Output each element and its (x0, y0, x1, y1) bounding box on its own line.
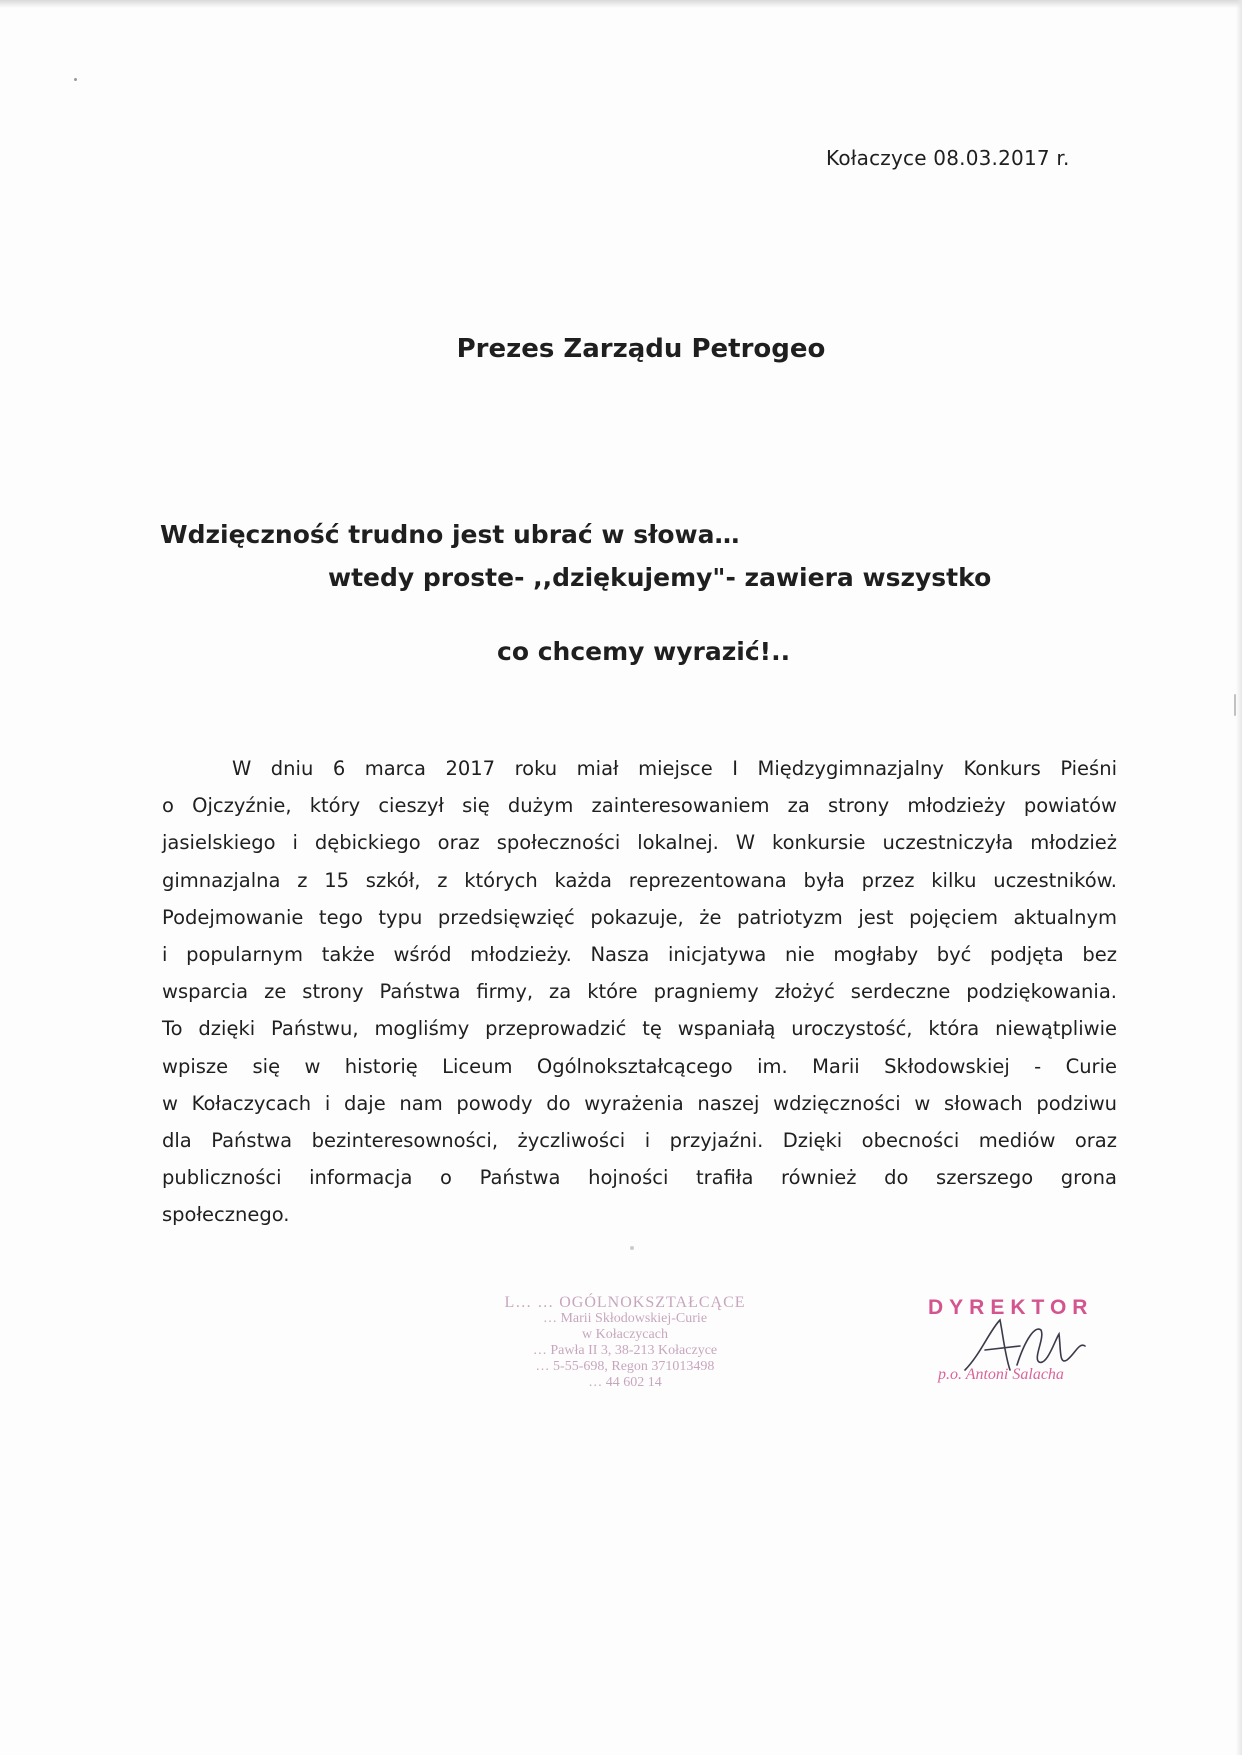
letter-body (162, 750, 1117, 1234)
scan-edge-top (0, 0, 1242, 8)
body-line: W dniu 6 marca 2017 roku miał miejsce I Międzygimnazjalny Konkurs Pieśni (232, 757, 1117, 780)
stamp-line: … 5-55-698, Regon 371013498 (535, 1359, 715, 1374)
body-line: Podejmowanie tego typu przedsięwzięć pokazuje, że patriotyzm jest pojęciem aktualnym (162, 905, 1117, 929)
body-line: To dzięki Państwu, mogliśmy przeprowadzić tę wspaniałą uroczystość, która niewątpliwie (162, 1017, 1117, 1041)
body-line: o Ojczyźnie, który cieszył się dużym zainteresowaniem za strony młodzieży powiatów (162, 794, 1117, 818)
body-line: dla Państwa bezinteresowności, życzliwości i przyjaźni. Dzięki obecności mediów oraz (162, 1129, 1117, 1153)
director-stamp-title: DYREKTOR (928, 1296, 1094, 1319)
quote-line-3: co chcemy wyrazić!.. (497, 637, 791, 666)
stamp-line: L… … OGÓLNOKSZTAŁCĄCE (504, 1294, 746, 1311)
body-line: publiczności informacja o Państwa hojności trafiła również do szerszego grona (162, 1166, 1117, 1190)
stamp-line: … Marii Skłodowskiej-Curie (542, 1311, 708, 1326)
school-stamp (455, 1295, 795, 1391)
letter-date: Kołaczyce 08.03.2017 r. (826, 146, 1070, 170)
body-line: wsparcia ze strony Państwa firmy, za które pragniemy złożyć serdeczne podziękowania. (162, 980, 1117, 1004)
body-line: jasielskiego i dębickiego oraz społeczności lokalnej. W konkursie uczestniczyła młodzież (162, 831, 1117, 855)
body-line: gimnazjalna z 15 szkół, z których każda reprezentowana była przez kilku uczestników. (162, 868, 1117, 892)
director-stamp-name: p.o. Antoni Salacha (938, 1366, 1064, 1383)
stamp-line: … Pawła II 3, 38-213 Kołaczyce (532, 1343, 718, 1358)
body-line: w Kołaczycach i daje nam powody do wyrażenia naszej wdzięczności w słowach podziwu (162, 1091, 1117, 1115)
body-line: i popularnym także wśród młodzieży. Nasza inicjatywa nie mogłaby być podjęta bez (162, 943, 1117, 967)
quote-line-2: wtedy proste- ,,dziękujemy"- zawiera wszystko (328, 563, 992, 592)
stamp-line: … 44 602 14 (588, 1375, 662, 1390)
scan-speck (630, 1246, 634, 1250)
handwritten-signature (955, 1310, 1095, 1380)
scan-speck (74, 78, 77, 81)
scan-speck (1234, 694, 1236, 716)
body-line: wpisze się w historię Liceum Ogólnokształcącego im. Marii Skłodowskiej - Curie (162, 1054, 1117, 1078)
quote-line-1: Wdzięczność trudno jest ubrać w słowa… (160, 520, 740, 549)
recipient-heading: Prezes Zarządu Petrogeo (456, 334, 826, 364)
scan-edge-right (1236, 0, 1242, 1755)
body-line: społecznego. (162, 1203, 290, 1227)
stamp-line: w Kołaczycach (582, 1327, 668, 1342)
